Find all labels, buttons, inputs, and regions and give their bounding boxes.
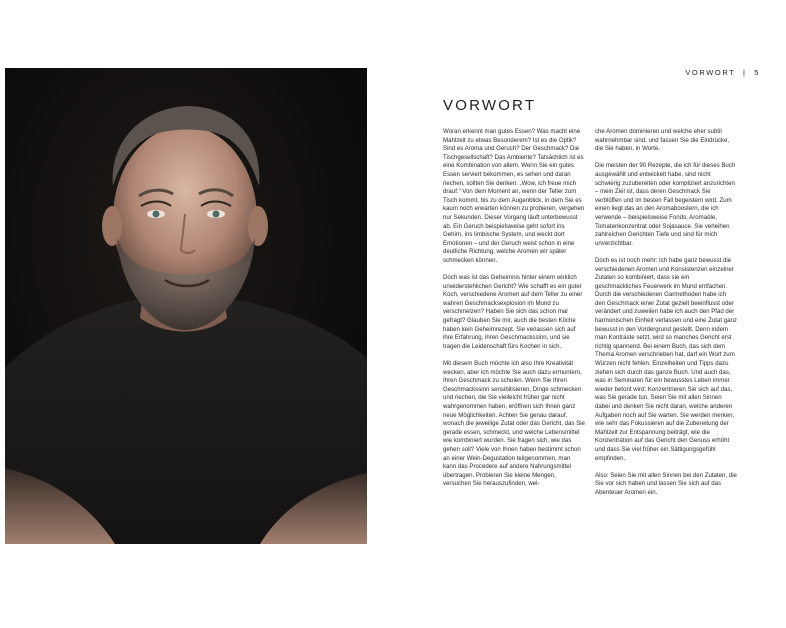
paragraph: Die meisten der 90 Rezepte, die ich für dieses Buch ausgewählt und entwickelt habe, sind nicht schwierig zuzubereiten oder kompliziert anzurichten – mein Ziel ist, dass deren Geschmack Sie verblüffen und im besten Fall begeistern wird. Zum einen liegt das an den Aromaboostern, die ich verwende – beispielsweise Fonds, Aromaöle, Tomatenkonzentrat oder Sojasauce. Sie verleihen zahlreichen Gerichten Tiefe und sind für mich unverzichtbar. bbox=[595, 162, 736, 247]
running-head-section: VORWORT bbox=[685, 68, 736, 77]
paragraph: Doch was ist das Geheimnis hinter einem wirklich unwiderstehlichen Gericht? Wie schafft es ein guter Koch, verschiedene Aromen auf dem Teller zu einer wahren Geschmacksexplosion im Mund zu verschmelzen? Haben Sie sich das schon mal gefragt? Glauben Sie mir, auch die besten Köche haben kein Geheimrezept. Sie verlassen sich auf ihre Erfahrung, ihren Geschmackssinn, und sie tragen die Leidenschaft fürs Kochen in sich. bbox=[443, 274, 583, 350]
running-head bbox=[600, 68, 760, 77]
running-head-separator: | bbox=[742, 68, 747, 77]
page-number: 5 bbox=[754, 68, 760, 77]
paragraph: che Aromen dominieren und welche eher subtil wahrnehmbar sind, und fassen Sie die Eindrücke, die Sie haben, in Worte. bbox=[595, 128, 730, 153]
paragraph: Mit diesem Buch möchte ich also Ihre Kreativität wecken, aber ich möchte Sie auch dazu ermuntern, Ihren Geschmack zu schulen. Wenn Sie Ihren Geschmackssinn sensibilisieren, Dinge schmecken und riechen, die Sie vielleicht früher gar nicht wahrgenommen haben, eröffnen sich Ihnen ganz neue Möglichkeiten. Achten Sie genau darauf, wonach die jeweilige Zutat oder das Gericht, das Sie gerade essen, schmeckt, und welche Lebensmittel wie kombiniert wurden. Sie fragen sich, wie das gehen soll? Viele von Ihnen haben bestimmt schon an einer Wein-Degustation teilgenommen, man kann das Procedere auf andere Nahrungsmittel übertragen. Probieren Sie kleine Mengen, versuchen Sie herauszufinden, wel- bbox=[443, 360, 585, 488]
paragraph: Doch es ist noch mehr: Ich habe ganz bewusst die verschiedenen Aromen und Konsistenzen einzelner Zutaten so kombiniert, dass sie ein geschmackliches Feuerwerk im Mund entfachen. Durch die verschiedenen Garmethoden habe ich den Geschmack einer Zutat gezielt beeinflusst oder verändert und zuweilen habe ich auch den Pfad der harmonischen Einheit verlassen und eine Zutat ganz bewusst in den Vordergrund gestellt. Denn indem man Kontraste setzt, wird so manches Gericht erst richtig spannend. Bei einem Buch, das sich dem Thema Aromen verschrieben hat, darf ein Wort zum Würzen nicht fehlen. Einzelheiten und Tipps dazu ziehen sich durch das ganze Buch. Und auch das, was in Seminaren für ein bewusstes Leben immer wieder betont wird: Konzentrieren Sie sich auf das, was Sie gerade tun. Seien Sie mit allen Sinnen dabei und denken Sie nicht daran, welche anderen Aufgaben noch auf Sie warten. Sie werden merken, wie sehr das Fokussieren auf die Zubereitung der Mahlzeit zur Entspannung beiträgt, wie die Konzentration auf das Gericht den Genuss erhöht und dass Sie viel früher ein Sättigungsgefühl empfinden. bbox=[595, 256, 737, 462]
text-column-right bbox=[595, 128, 737, 506]
chapter-title: VORWORT bbox=[443, 97, 537, 114]
paragraph: Woran erkennt man gutes Essen? Was macht eine Mahlzeit zu etwas Besonderem? Ist es die Optik? Sind es Aroma und Geruch? Der Geschmack? Die Tischgesellschaft? Das Ambiente? Tatsächlich ist es eine Kombination von allem. Wenn Sie ein gutes Essen serviert bekommen, es sehen und daran riechen, sollten Sie denken: „Wow, ich freue mich drauf.“ Von dem Moment an, wenn der Teller zum Tisch kommt, bis zu dem Augenblick, in dem Sie es kaum noch erwarten können zu probieren, vergehen nur Sekunden. Dieser Vorgang läuft unterbewusst ab. Ein Geruch beispielsweise geht sofort ins Gehirn, ins limbische System, und weckt dort Emotionen – und der Geruch weist schon in eine deutliche Richtung, welche Aromen wir später schmecken können. bbox=[443, 128, 585, 264]
paragraph: Also: Seien Sie mit allen Sinnen bei den Zutaten, die Sie vor sich haben und lassen Sie sich auf das Abenteuer Aromen ein. bbox=[595, 471, 737, 496]
portrait-illustration bbox=[5, 68, 367, 544]
text-column-left bbox=[443, 128, 585, 498]
chef-portrait-photo bbox=[5, 68, 367, 544]
